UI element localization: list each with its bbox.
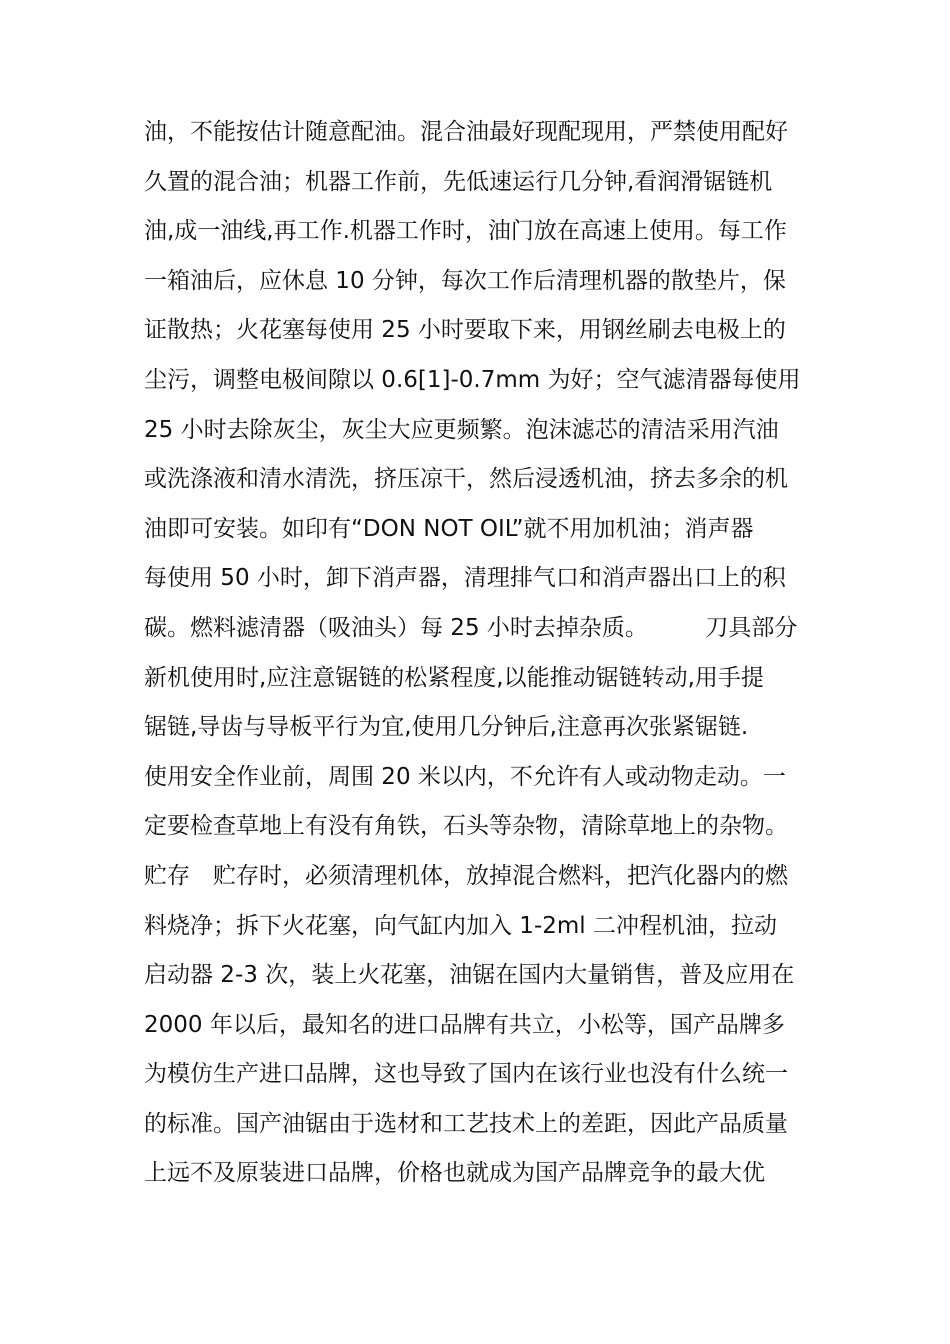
text-line: 碳。燃料滤清器（吸油头）每 25 小时去掉杂质。 刀具部分: [144, 614, 798, 641]
text-line: 久置的混合油；机器工作前，先低速运行几分钟,看润滑锯链机: [144, 168, 773, 195]
text-line: 使用安全作业前，周围 20 米以内，不允许有人或动物走动。一: [144, 763, 786, 790]
text-line: 油,成一油线,再工作.机器工作时，油门放在高速上使用。每工作: [144, 218, 787, 245]
text-line: 或洗涤液和清水清洗，挤压凉干，然后浸透机油，挤去多余的机: [144, 466, 788, 493]
text-line: 油即可安装。如印有“DON NOT OIL”就不用加机油；消声器: [144, 515, 754, 542]
text-line: 启动器 2-3 次，装上火花塞，油锯在国内大量销售，普及应用在: [144, 962, 795, 989]
text-line: 为模仿生产进口品牌，这也导致了国内在该行业也没有什么统一: [144, 1061, 788, 1088]
text-line: 2000 年以后，最知名的进口品牌有共立，小松等，国产品牌多: [144, 1011, 785, 1038]
text-line: 每使用 50 小时，卸下消声器，清理排气口和消声器出口上的积: [144, 565, 786, 592]
text-line: 新机使用时,应注意锯链的松紧程度,以能推动锯链转动,用手提: [144, 664, 764, 691]
text-line: 的标准。国产油锯由于选材和工艺技术上的差距，因此产品质量: [144, 1110, 788, 1137]
text-line: 尘污，调整电极间隙以 0.6[1]-0.7mm 为好；空气滤清器每使用: [144, 366, 801, 393]
body-text: [144, 108, 824, 1199]
text-line: 锯链,导齿与导板平行为宜,使用几分钟后,注意再次张紧锯链.: [144, 714, 749, 741]
text-line: 一箱油后，应休息 10 分钟，每次工作后清理机器的散垫片，保: [144, 267, 786, 294]
text-line: 料烧净；拆下火花塞，向气缸内加入 1-2ml 二冲程机油，拉动: [144, 912, 777, 939]
text-line: 25 小时去除灰尘，灰尘大应更频繁。泡沫滤芯的清洁采用汽油: [144, 416, 779, 443]
text-line: 证散热；火花塞每使用 25 小时要取下来，用钢丝刷去电极上的: [144, 317, 786, 344]
text-line: 油，不能按估计随意配油。混合油最好现配现用，严禁使用配好: [144, 119, 788, 145]
text-line: 上远不及原装进口品牌，价格也就成为国产品牌竞争的最大优: [144, 1160, 765, 1187]
text-line: 贮存 贮存时，必须清理机体，放掉混合燃料，把汽化器内的燃: [144, 862, 788, 889]
text-line: 定要检查草地上有没有角铁，石头等杂物，清除草地上的杂物。: [144, 813, 788, 840]
